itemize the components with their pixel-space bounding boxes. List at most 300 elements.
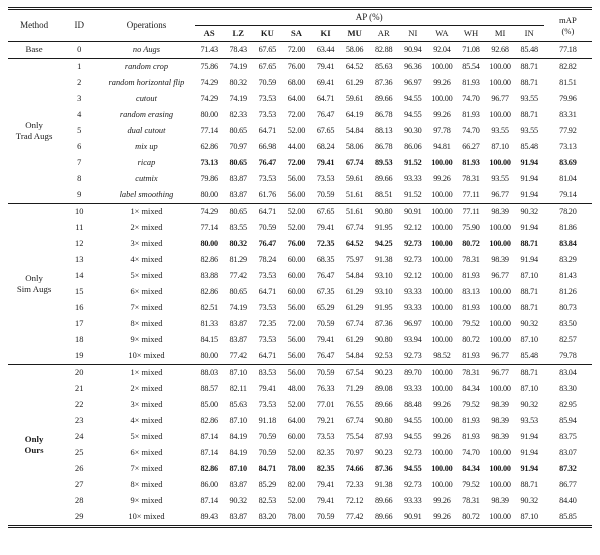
cell-ap-ni: 92.73 <box>404 255 422 265</box>
cell-ap-mu: 61.29 <box>345 335 364 345</box>
cell-ap-ar: 86.78 <box>375 110 393 120</box>
cell-ap-ar: 90.23 <box>375 368 393 378</box>
cell-ap-in: 85.48 <box>515 42 544 59</box>
cell-map: 82.82 <box>559 62 577 72</box>
cell-operation: 4× mixed <box>130 416 163 426</box>
cell-ap-lz: 78.43 <box>224 42 253 59</box>
cell-ap-lz: 87.10 <box>229 416 247 426</box>
table-row <box>8 139 592 155</box>
cell-ap-mi: 96.77 <box>486 187 515 204</box>
cell-ap-sa: 52.00 <box>287 126 306 136</box>
cell-map: 83.30 <box>559 384 577 394</box>
cell-ap-ki: 72.35 <box>316 239 335 249</box>
cell-ap-ku: 76.47 <box>258 239 277 249</box>
cell-ap-mi: 96.77 <box>491 271 509 281</box>
cell-ap-sa: 56.00 <box>282 348 311 365</box>
cell-ap-lz: 74.19 <box>229 94 247 104</box>
cell-ap-as: 80.00 <box>195 348 224 365</box>
cell-ap-lz: 80.65 <box>229 207 247 217</box>
col-header-ap-group: AP (%) <box>195 9 544 26</box>
cell-ap-ku: 83.20 <box>253 509 282 527</box>
cell-ap-mu: 64.52 <box>345 62 364 72</box>
cell-ap-ku: 91.18 <box>258 416 277 426</box>
cell-ap-ki: 65.29 <box>316 303 335 313</box>
cell-ap-ku: 73.53 <box>258 335 277 345</box>
cell-ap-lz: 83.87 <box>229 174 247 184</box>
cell-ap-mi: 100.00 <box>489 239 511 249</box>
cell-ap-ki: 73.53 <box>316 432 335 442</box>
cell-ap-in: 88.71 <box>520 78 538 88</box>
cell-ap-ki: 67.65 <box>316 126 335 136</box>
cell-ap-lz: 85.63 <box>229 400 247 410</box>
cell-ap-sa: 56.00 <box>287 174 306 184</box>
cell-ap-mu: 54.84 <box>345 126 364 136</box>
header-row-main <box>8 9 592 26</box>
cell-ap-wa: 100.00 <box>431 271 453 281</box>
cell-ap-lz: 74.19 <box>229 62 247 72</box>
cell-ap-ar: 85.63 <box>375 62 393 72</box>
table-row <box>8 91 592 107</box>
cell-ap-ku: 67.65 <box>258 62 277 72</box>
cell-ap-mu: 67.74 <box>345 416 364 426</box>
cell-id: 10 <box>75 207 84 217</box>
cell-ap-in: 88.71 <box>520 287 538 297</box>
cell-map: 85.85 <box>544 509 592 527</box>
cell-ap-sa: 72.00 <box>287 158 306 168</box>
cell-id: 7 <box>77 158 82 168</box>
cell-id: 23 <box>75 416 84 426</box>
cell-ap-sa: 56.00 <box>287 368 306 378</box>
cell-ap-as: 73.13 <box>200 158 218 168</box>
cell-map: 86.77 <box>559 480 577 490</box>
cell-ap-ki: 76.47 <box>311 348 340 365</box>
cell-ap-wa: 100.00 <box>431 287 453 297</box>
cell-ap-wa: 99.26 <box>433 110 451 120</box>
cell-ap-sa: 60.00 <box>287 271 306 281</box>
table-row <box>8 381 592 397</box>
table-row <box>8 300 592 316</box>
cell-ap-in: 93.53 <box>520 416 538 426</box>
cell-ap-wh: 75.90 <box>462 223 480 233</box>
cell-ap-ku: 64.71 <box>253 348 282 365</box>
cell-ap-mi: 100.00 <box>489 62 511 72</box>
cell-ap-lz: 74.19 <box>229 303 247 313</box>
col-header-ni: NI <box>398 26 427 42</box>
table-row <box>8 75 592 91</box>
cell-ap-wh: 80.72 <box>462 239 480 249</box>
cell-id: 12 <box>75 239 84 249</box>
cell-ap-ar: 91.95 <box>375 223 393 233</box>
cell-ap-in: 91.94 <box>520 464 538 474</box>
cell-operation: random crop <box>124 62 169 72</box>
cell-ap-wa: 100.00 <box>431 94 453 104</box>
cell-id: 13 <box>75 255 84 265</box>
cell-ap-mi: 93.55 <box>491 126 509 136</box>
cell-operation: ricap <box>137 158 156 168</box>
table-row <box>8 252 592 268</box>
table-row <box>8 397 592 413</box>
cell-ap-wh: 78.31 <box>462 496 480 506</box>
cell-id: 20 <box>75 368 84 378</box>
cell-map: 82.57 <box>559 335 577 345</box>
cell-ap-mi: 100.00 <box>489 464 511 474</box>
cell-ap-mu: 61.29 <box>345 78 364 88</box>
cell-ap-mi: 100.00 <box>489 480 511 490</box>
cell-map: 83.29 <box>559 255 577 265</box>
cell-ap-wh: 77.11 <box>462 207 480 217</box>
cell-ap-as: 88.03 <box>200 368 218 378</box>
cell-ap-ki: 63.44 <box>311 42 340 59</box>
cell-ap-ni: 93.33 <box>404 287 422 297</box>
cell-ap-ar: 93.10 <box>375 287 393 297</box>
cell-ap-in: 93.55 <box>520 94 538 104</box>
cell-ap-wa: 100.00 <box>431 207 453 217</box>
cell-ap-in: 91.94 <box>520 174 538 184</box>
cell-ap-sa: 78.00 <box>282 509 311 527</box>
cell-ap-in: 91.94 <box>520 158 538 168</box>
cell-ap-sa: 44.00 <box>287 142 306 152</box>
cell-ap-wa: 99.26 <box>433 174 451 184</box>
cell-ap-mi: 98.39 <box>491 255 509 265</box>
cell-ap-ki: 64.71 <box>316 94 335 104</box>
cell-ap-mu: 67.74 <box>345 319 364 329</box>
cell-ap-ki: 70.59 <box>311 187 340 204</box>
cell-ap-ni: 92.73 <box>404 448 422 458</box>
cell-ap-mi: 96.77 <box>491 94 509 104</box>
cell-operation: 8× mixed <box>130 480 163 490</box>
cell-ap-lz: 82.11 <box>229 384 247 394</box>
cell-id: 0 <box>60 42 98 59</box>
col-header-method: Method <box>8 9 60 42</box>
cell-ap-sa: 72.00 <box>287 110 306 120</box>
cell-ap-lz: 83.87 <box>229 480 247 490</box>
cell-ap-ni: 92.73 <box>404 239 422 249</box>
table-row <box>8 284 592 300</box>
cell-ap-ni: 92.73 <box>398 348 427 365</box>
cell-ap-ni: 92.12 <box>404 223 422 233</box>
cell-ap-ni: 94.55 <box>404 432 422 442</box>
cell-ap-wh: 81.93 <box>462 432 480 442</box>
cell-ap-wa: 100.00 <box>431 368 453 378</box>
cell-ap-wh: 81.93 <box>462 416 480 426</box>
cell-ap-ki: 79.41 <box>316 223 335 233</box>
cell-ap-ar: 93.10 <box>375 271 393 281</box>
col-header-wh: WH <box>456 26 485 42</box>
cell-ap-ku: 78.24 <box>258 255 277 265</box>
cell-ap-wh: 81.93 <box>462 271 480 281</box>
cell-ap-wa: 100.00 <box>431 223 453 233</box>
col-header-sa: SA <box>282 26 311 42</box>
cell-ap-lz: 83.55 <box>229 223 247 233</box>
table-row <box>8 332 592 348</box>
cell-ap-as: 89.43 <box>195 509 224 527</box>
cell-ap-mu: 77.42 <box>340 509 369 527</box>
cell-ap-wa: 100.00 <box>431 303 453 313</box>
cell-ap-mi: 98.39 <box>491 400 509 410</box>
cell-ap-ar: 89.08 <box>375 384 393 394</box>
cell-map: 83.69 <box>559 158 577 168</box>
cell-ap-ki: 76.47 <box>316 110 335 120</box>
cell-ap-in: 88.71 <box>520 110 538 120</box>
cell-map: 73.13 <box>559 142 577 152</box>
cell-ap-mu: 51.61 <box>340 187 369 204</box>
cell-operation: 9× mixed <box>130 496 163 506</box>
cell-ap-wa: 99.26 <box>433 400 451 410</box>
cell-ap-in: 88.71 <box>520 239 538 249</box>
cell-ap-ni: 94.55 <box>404 110 422 120</box>
cell-ap-wh: 84.34 <box>462 384 480 394</box>
cell-ap-ni: 96.97 <box>404 78 422 88</box>
cell-ap-wh: 74.70 <box>462 94 480 104</box>
cell-ap-wa: 99.26 <box>427 509 456 527</box>
cell-ap-ar: 89.66 <box>375 400 393 410</box>
cell-ap-in: 91.94 <box>520 448 538 458</box>
cell-operation: cutmix <box>135 174 158 184</box>
cell-ap-as: 82.86 <box>200 464 218 474</box>
cell-map: 81.26 <box>559 287 577 297</box>
cell-ap-lz: 90.32 <box>229 496 247 506</box>
cell-ap-ki: 82.35 <box>316 464 335 474</box>
cell-ap-ku: 70.59 <box>258 448 277 458</box>
cell-ap-sa: 76.00 <box>287 62 306 72</box>
cell-ap-mu: 64.19 <box>345 110 364 120</box>
cell-ap-mi: 100.00 <box>489 319 511 329</box>
cell-ap-mi: 96.77 <box>491 368 509 378</box>
cell-id: 18 <box>75 335 84 345</box>
cell-ap-ni: 90.91 <box>404 207 422 217</box>
cell-ap-in: 91.94 <box>520 432 538 442</box>
map-label-line2: (%) <box>561 25 575 36</box>
cell-ap-ar: 89.53 <box>375 158 393 168</box>
col-header-id: ID <box>60 9 98 42</box>
col-header-operations: Operations <box>98 9 194 42</box>
cell-ap-wa: 100.00 <box>431 255 453 265</box>
cell-id: 11 <box>75 223 84 233</box>
table-row <box>8 268 592 284</box>
cell-ap-mu: 72.33 <box>345 480 364 490</box>
cell-operation: 1× mixed <box>130 368 163 378</box>
cell-ap-in: 88.71 <box>520 480 538 490</box>
cell-ap-mu: 76.55 <box>345 400 364 410</box>
cell-id: 4 <box>77 110 82 120</box>
cell-ap-in: 90.32 <box>520 496 538 506</box>
table-row <box>8 316 592 332</box>
cell-operation: 7× mixed <box>130 464 163 474</box>
cell-ap-in: 88.71 <box>520 303 538 313</box>
cell-ap-sa: 60.00 <box>287 287 306 297</box>
cell-ap-as: 82.51 <box>200 303 218 313</box>
method-group-label: Only Ours <box>8 365 60 527</box>
cell-ap-mu: 54.84 <box>345 271 364 281</box>
cell-ap-ni: 93.33 <box>404 303 422 313</box>
cell-map: 83.50 <box>559 319 577 329</box>
cell-ap-wh: 79.52 <box>462 319 480 329</box>
cell-id: 28 <box>75 496 84 506</box>
cell-map: 79.96 <box>559 94 577 104</box>
cell-ap-ki: 70.59 <box>316 368 335 378</box>
cell-map: 83.04 <box>559 368 577 378</box>
cell-ap-lz: 82.33 <box>229 110 247 120</box>
cell-ap-as: 74.29 <box>200 78 218 88</box>
cell-ap-as: 80.00 <box>200 110 218 120</box>
cell-id: 6 <box>77 142 82 152</box>
cell-id: 16 <box>75 303 84 313</box>
cell-ap-ki: 73.53 <box>316 174 335 184</box>
cell-ap-in: 88.71 <box>520 62 538 72</box>
cell-ap-wa: 100.00 <box>431 62 453 72</box>
cell-ap-mu: 67.74 <box>345 158 364 168</box>
cell-ap-sa: 76.00 <box>287 239 306 249</box>
col-header-mu: MU <box>340 26 369 42</box>
cell-id: 25 <box>75 448 84 458</box>
cell-operation: 2× mixed <box>130 384 163 394</box>
cell-ap-mi: 100.00 <box>489 384 511 394</box>
cell-map: 78.20 <box>559 207 577 217</box>
cell-ap-as: 87.14 <box>200 432 218 442</box>
cell-ap-as: 79.86 <box>200 174 218 184</box>
cell-ap-ki: 76.47 <box>316 271 335 281</box>
cell-operation: 10× mixed <box>98 348 194 365</box>
cell-ap-sa: 52.00 <box>287 400 306 410</box>
cell-ap-lz: 83.87 <box>224 187 253 204</box>
cell-ap-wh: 74.70 <box>462 126 480 136</box>
cell-operation: 5× mixed <box>130 432 163 442</box>
cell-map: 81.04 <box>559 174 577 184</box>
cell-ap-wa: 100.00 <box>431 335 453 345</box>
cell-operation: cutout <box>135 94 157 104</box>
cell-ap-sa: 60.00 <box>287 255 306 265</box>
cell-ap-as: 85.00 <box>200 400 218 410</box>
cell-ap-ar: 90.80 <box>375 416 393 426</box>
col-header-wa: WA <box>427 26 456 42</box>
cell-ap-sa: 64.00 <box>287 94 306 104</box>
cell-ap-as: 86.00 <box>200 480 218 490</box>
cell-ap-ni: 91.52 <box>404 158 422 168</box>
cell-ap-wh: 83.13 <box>462 287 480 297</box>
cell-ap-mi: 87.10 <box>491 142 509 152</box>
cell-ap-wh: 79.52 <box>462 400 480 410</box>
cell-ap-mi: 100.00 <box>489 158 511 168</box>
cell-ap-ku: 67.65 <box>253 42 282 59</box>
cell-id: 5 <box>77 126 82 136</box>
cell-ap-ar: 94.25 <box>375 239 393 249</box>
cell-ap-ar: 90.23 <box>375 448 393 458</box>
table-row <box>8 509 592 527</box>
cell-ap-sa: 82.00 <box>287 480 306 490</box>
cell-ap-ni: 90.94 <box>398 42 427 59</box>
cell-ap-lz: 84.19 <box>229 448 247 458</box>
cell-ap-wh: 81.93 <box>462 78 480 88</box>
cell-id: 15 <box>75 287 84 297</box>
cell-ap-ki: 79.41 <box>316 62 335 72</box>
cell-ap-wa: 92.04 <box>427 42 456 59</box>
cell-ap-wh: 80.72 <box>456 509 485 527</box>
cell-ap-in: 90.32 <box>520 319 538 329</box>
cell-ap-as: 77.14 <box>200 223 218 233</box>
cell-ap-ni: 92.12 <box>404 271 422 281</box>
results-table <box>8 7 592 528</box>
cell-map: 82.95 <box>559 400 577 410</box>
cell-ap-lz: 80.65 <box>229 158 247 168</box>
cell-ap-lz: 77.42 <box>229 271 247 281</box>
cell-ap-ki: 70.59 <box>311 509 340 527</box>
cell-ap-wh: 78.31 <box>462 368 480 378</box>
cell-ap-lz: 80.32 <box>229 78 247 88</box>
cell-ap-mu: 58.06 <box>340 42 369 59</box>
cell-ap-ar: 87.36 <box>375 78 393 88</box>
cell-ap-mi: 100.00 <box>489 303 511 313</box>
cell-ap-ar: 88.13 <box>375 126 393 136</box>
cell-ap-mi: 100.00 <box>489 287 511 297</box>
cell-operation: 3× mixed <box>130 400 163 410</box>
cell-ap-as: 62.86 <box>200 142 218 152</box>
cell-ap-ar: 86.78 <box>375 142 393 152</box>
cell-ap-sa: 56.00 <box>282 187 311 204</box>
cell-ap-ki: 79.41 <box>316 158 335 168</box>
cell-ap-ar: 89.66 <box>375 496 393 506</box>
cell-ap-as: 74.29 <box>200 207 218 217</box>
cell-ap-wh: 77.11 <box>456 187 485 204</box>
cell-ap-ku: 64.71 <box>258 287 277 297</box>
cell-ap-ar: 91.95 <box>375 303 393 313</box>
cell-ap-ni: 89.70 <box>404 368 422 378</box>
cell-id: 21 <box>75 384 84 394</box>
cell-ap-ar: 87.36 <box>375 319 393 329</box>
cell-ap-ni: 88.48 <box>404 400 422 410</box>
cell-ap-in: 85.48 <box>515 348 544 365</box>
cell-ap-wh: 81.93 <box>462 303 480 313</box>
cell-map: 83.31 <box>559 110 577 120</box>
cell-ap-mu: 59.61 <box>345 174 364 184</box>
cell-ap-in: 91.94 <box>515 187 544 204</box>
table-row <box>8 204 592 221</box>
cell-ap-mu: 54.84 <box>340 348 369 365</box>
cell-ap-wh: 80.72 <box>462 335 480 345</box>
cell-operation: 9× mixed <box>130 335 163 345</box>
cell-ap-ku: 73.53 <box>258 110 277 120</box>
cell-ap-wa: 100.00 <box>431 158 453 168</box>
cell-ap-mi: 98.39 <box>491 416 509 426</box>
cell-ap-ar: 89.66 <box>369 509 398 527</box>
cell-ap-ku: 84.71 <box>258 464 277 474</box>
cell-ap-wh: 81.93 <box>456 348 485 365</box>
cell-ap-as: 80.00 <box>195 187 224 204</box>
cell-ap-in: 91.94 <box>520 223 538 233</box>
cell-operation: 5× mixed <box>130 271 163 281</box>
cell-ap-wa: 100.00 <box>431 448 453 458</box>
cell-ap-ki: 79.41 <box>316 496 335 506</box>
cell-ap-wa: 100.00 <box>431 384 453 394</box>
cell-id: 19 <box>60 348 98 365</box>
cell-ap-ki: 79.41 <box>316 480 335 490</box>
method-group-label: Base <box>8 42 60 59</box>
cell-id: 27 <box>75 480 84 490</box>
col-header-in: IN <box>515 26 544 42</box>
cell-map: 83.07 <box>559 448 577 458</box>
cell-ap-ar: 91.38 <box>375 480 393 490</box>
cell-ap-ni: 90.30 <box>404 126 422 136</box>
cell-operation: dual cutout <box>127 126 166 136</box>
cell-ap-mu: 64.52 <box>345 239 364 249</box>
cell-ap-wh: 78.31 <box>462 255 480 265</box>
cell-ap-ki: 67.35 <box>316 287 335 297</box>
cell-ap-ni: 93.33 <box>404 174 422 184</box>
cell-ap-ni: 96.36 <box>404 62 422 72</box>
cell-ap-ku: 73.53 <box>258 303 277 313</box>
cell-ap-as: 74.29 <box>200 94 218 104</box>
cell-ap-ni: 86.06 <box>404 142 422 152</box>
cell-ap-lz: 77.42 <box>224 348 253 365</box>
